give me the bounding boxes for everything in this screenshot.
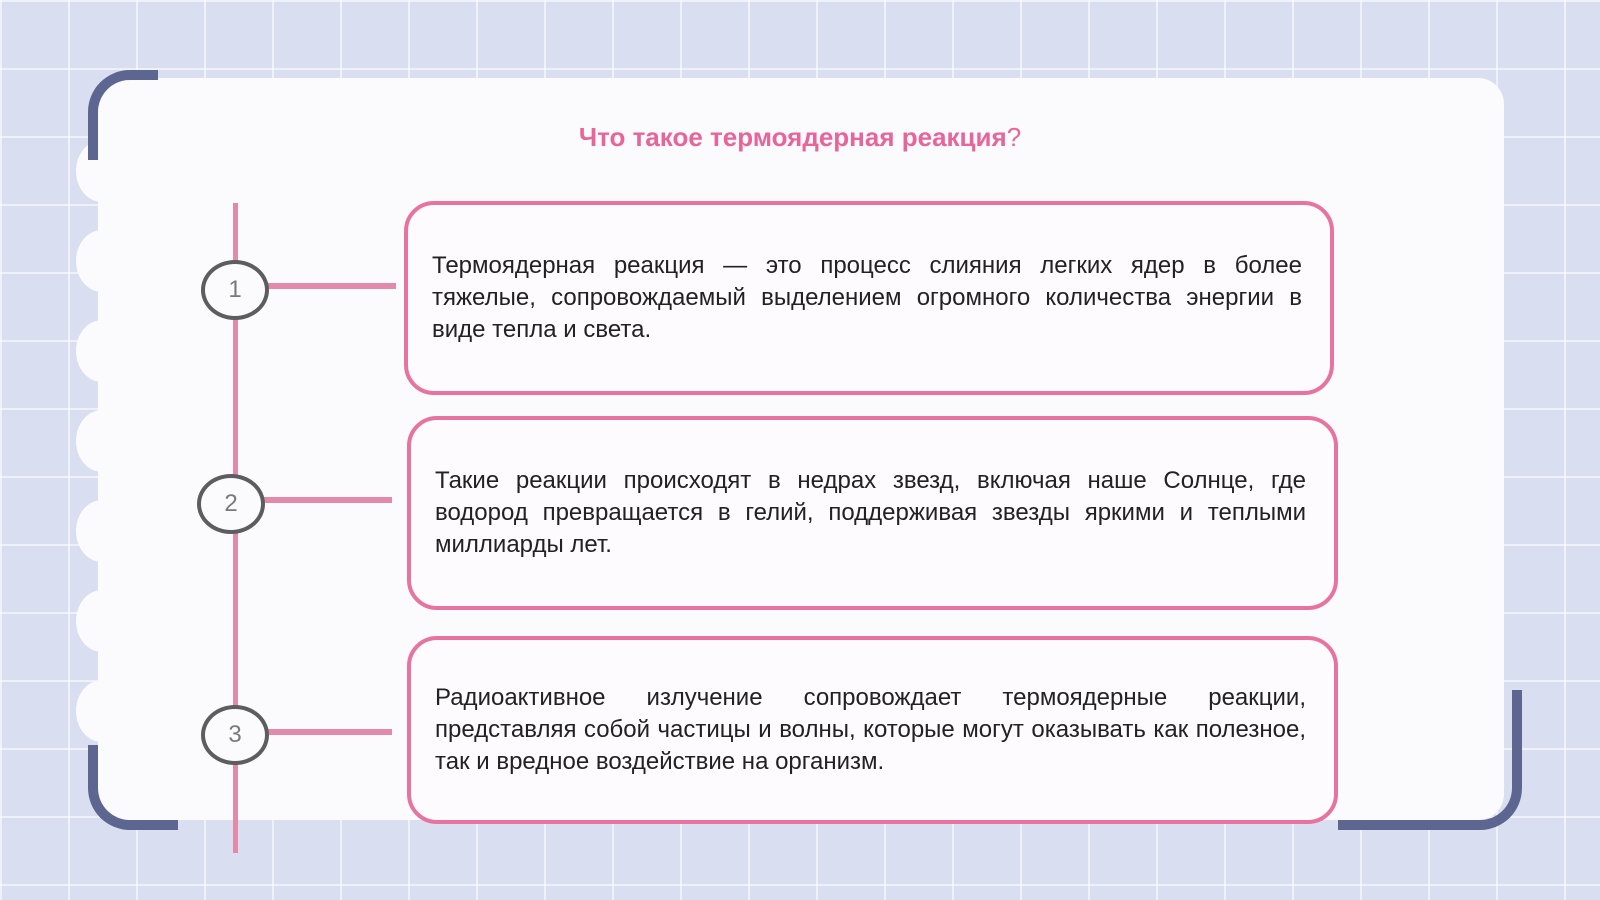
card-scallop bbox=[76, 320, 128, 382]
step-number: 3 bbox=[228, 721, 242, 748]
step-number: 1 bbox=[228, 276, 242, 303]
step-number-badge bbox=[201, 260, 269, 320]
step-text-box bbox=[404, 201, 1334, 395]
step-connector bbox=[268, 729, 392, 735]
card-scallop bbox=[76, 680, 128, 742]
step-text: Радиоактивное излучение сопровождает термоядерные реакции, представляя собой частицы и волны, которые могут оказывать как полезное, так и вредное воздействие на организм. bbox=[435, 684, 1306, 775]
step-connector bbox=[268, 283, 396, 289]
card-scallop bbox=[76, 590, 128, 652]
card-scallop bbox=[76, 230, 128, 292]
step-text: Такие реакции происходят в недрах звезд, включая наше Солнце, где водород превращается в гелий, поддерживая звезды яркими и теплыми миллиарды лет. bbox=[435, 467, 1306, 558]
corner-bracket-bottom-left bbox=[88, 745, 178, 830]
card-scallop bbox=[76, 500, 128, 562]
slide-title bbox=[0, 122, 1600, 153]
step-connector bbox=[264, 497, 392, 503]
corner-bracket-bottom-right bbox=[1338, 690, 1522, 830]
slide-title-text: Что такое термоядерная реакция bbox=[578, 122, 1007, 152]
slide-title-question-mark: ? bbox=[1006, 122, 1022, 152]
step-text-box bbox=[407, 416, 1338, 610]
step-number-badge bbox=[197, 474, 265, 534]
step-text: Термоядерная реакция — это процесс слияния легких ядер в более тяжелые, сопровождаемый выделением огромного количества энергии в виде тепла и света. bbox=[432, 252, 1302, 343]
step-number-badge bbox=[201, 705, 269, 765]
card-scallop bbox=[76, 410, 128, 472]
step-number: 2 bbox=[224, 490, 238, 517]
step-text-box bbox=[407, 636, 1338, 824]
